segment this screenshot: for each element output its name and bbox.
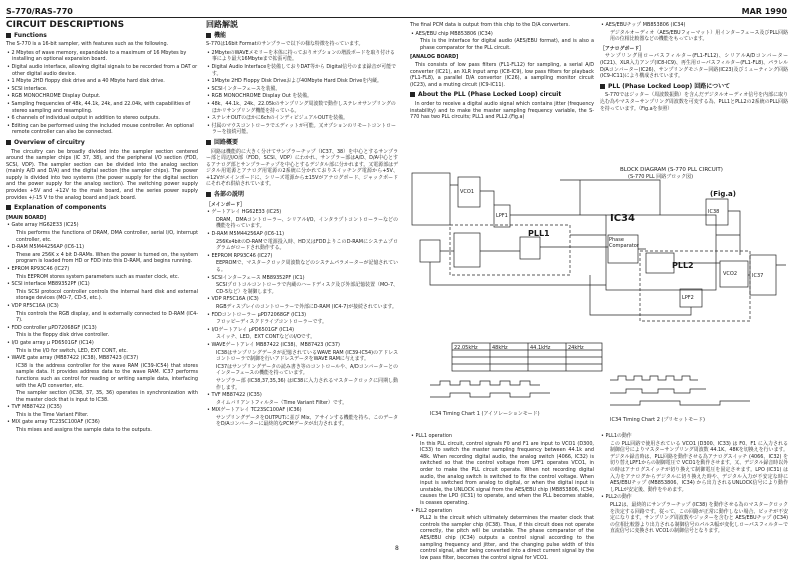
timing-wave-4 <box>610 389 706 393</box>
paragraph: サンプリング用ローパスフィルター(FL1-FL12)、シリアルA/Dコンバーター(IC21)、XLR入力アンプ(IC8-IC9)、再生用ローパスフィルター(FL1-FL8)、パラレルD/Aコンバーター(IC26)、サンプリングモニター回路(IC23)及びミューティング回路(IC9-IC11)により構成されています。 <box>600 53 788 80</box>
pll1-region <box>450 225 570 275</box>
bullet-desc: PLL2 is the circuit which ultimately determines the master clock that controls the sampler chip (IC38). Thus, if this circuit does not operate correctly, the pitch will be unstable. The phase comparator of the AES/EBU chip (IC34) outputs a control signal according to the sampling frequency and jitter, and the changing pulse width of this control signal, after being converted into a direct current signal by the low pass filter, becomes the control signal for VCO1. <box>420 515 594 561</box>
lpf1-label: LPF1 <box>496 213 508 219</box>
board-label: ［アナログボード］ <box>600 45 645 52</box>
square-bullet-icon <box>6 33 11 38</box>
bullet-item: • SCSIインターフェース MB89352PF (IC1) <box>207 274 305 281</box>
figure-label: (Fig.a) <box>710 190 736 198</box>
bullet-item: • TVF MB87422 (IC35) <box>7 404 62 411</box>
feature-list <box>206 50 398 136</box>
section-heading: Overview of circuitry <box>6 140 198 147</box>
column-japanese-3 <box>600 433 788 533</box>
header-date: MAR 1990 <box>741 7 787 16</box>
diagram-title: BLOCK DIAGRAM (S-770 PLL CIRCUIT) <box>620 167 723 173</box>
bullet-item: • Sampling frequencies of 48k, 44.1k, 24k, and 22.04k, with capabilities of stereo sampling and resampling. <box>7 100 191 114</box>
bullet-item: • RGB MONOCHROME Display Output. <box>7 93 101 100</box>
bullet-item: • EEPROM RP93C46 (IC27) <box>207 252 273 259</box>
bullet-desc: IC37はサンプリングデータの読み書き等のコントロールや、A/Dコンバーターとのインターフェースの機能を持っています。 <box>216 363 398 377</box>
timing-wave-2 <box>430 393 550 397</box>
bullet-item: • 6 channels of individual output in addition to stereo outputs. <box>7 115 160 122</box>
bullet-item: • 1Mbyte 2HD Floppy Disk Driveおよび40Mbyte Hard Disk Driveを内蔵。 <box>207 78 382 85</box>
section-heading: Explanation of components <box>6 205 198 212</box>
bullet-item: • Editing can be performed using the included mouse controller. An optional remote controller can also be connected. <box>7 122 194 136</box>
paragraph: S-770ではジッター（周波数振動）を含んだデジタルオーディオ信号を内部に取り込む為やマスターサンプリング周波数を可変する為、PLL1とPLL2の2系統のPLL回路を持っています。（Fig.aを参照） <box>600 92 788 112</box>
column-english-2 <box>410 22 594 162</box>
section-heading: PLL (Phase Locked Loop) 回路について <box>600 84 788 91</box>
bullet-item: • RGB MONOCHROME Display Out を装備。 <box>207 93 312 100</box>
column-english-1 <box>6 22 198 552</box>
timing-wave-5 <box>610 401 750 405</box>
bullet-desc: EEPROMで、マスタークロック周波数などのシステムパラメーターが記憶されている。 <box>216 260 398 273</box>
square-bullet-icon <box>206 33 211 38</box>
bullet-item: • WAVEゲートアレイ MB87422 (IC38)、MB87423 (IC37) <box>207 341 340 348</box>
bullet-desc: This is the I/O for switch, LED, EXT CONT, etc. <box>16 347 128 354</box>
bullet-desc: PLL2は、最終的にサンプラーチップ (IC38) を動作させる為のマスタークロックを決定する回路です。従って、この回路が正常に動作しない場合、ピッチが不安定になります。サンプリング周波数やジッターを含むと AES/EBUチップ (IC34) の位相比較器より出力される制御信号のパルス幅が変化しローパスフィルターで直流信号に変換され VCO1の制御信号となります。 <box>610 501 788 535</box>
bullet-desc: IC38 is the address controller for the wave RAM (IC39-IC54) that stores sample data. It provides address data to the wave RAM. IC37 performs functions such as control for reading or writing sample data, interfacing with the A/D converter, etc. <box>16 362 198 389</box>
bullet-item: • I/Oゲートアレイ μPD6501GF (IC14) <box>207 326 295 333</box>
bullet-item: • 1 Mbyte 2HD floppy disk drive and a 40 Mbyte hard disk drive. <box>7 78 165 85</box>
bullet-desc: サンプラー部 (IC38,37,35,36) はIC38に入力されるマスタークロックに同期し動作します。 <box>216 377 398 391</box>
bullet-item: • Gate array HG62E33 (IC25) <box>7 222 79 229</box>
page-title-jp: 回路解説 <box>206 20 238 29</box>
paragraph: The circuitry can be broadly divided into the sampler section centered around the sampler chips (IC 37, 38), and the peripheral I/O section (FDD, SCSI, VDP). The sampler section can be divided into the analog section (mainly A/D and D/A) and the digital section (the sampler chips). The power supply is divided into two systems (the power supply for the digital section and the power supply for the analog section). The switching power supply provides +5V and +12V to the main board, and the series power supply provides +/-15 V to the analog board and jack board. <box>6 148 198 201</box>
bullet-item: • Digital audio interface, allowing digital signals to be recorded from a DAT or other digital audio device. <box>7 63 198 77</box>
square-bullet-icon <box>410 92 415 97</box>
paragraph: The final PCM data is output from this chip to the D/A converters. <box>410 22 570 28</box>
diagram-svg <box>410 165 788 430</box>
square-bullet-icon <box>6 140 11 145</box>
page-title: CIRCUIT DESCRIPTIONS <box>6 20 125 30</box>
bullet-item: • MIXゲートアレイ TC23SC100AF (IC36) <box>207 407 302 414</box>
bullet-item: • SCSI interface. <box>7 85 48 92</box>
freq-441k: 44.1kHz <box>530 345 551 351</box>
square-bullet-icon <box>206 192 211 197</box>
bullet-item: • FDD controller μPD72068GF (IC13) <box>7 324 97 331</box>
bullet-desc: This performs the functions of DRAM, DMA controller, serial I/O, interrupt controller, etc. <box>16 230 198 243</box>
square-bullet-icon <box>6 205 11 210</box>
bullet-desc: デジタルオーディオ（AES/EBUフォーマット）用インターフェース及びPLL回路用の位相比較器などの機能をもっています。 <box>610 29 788 43</box>
bullet-item: • EPROM RP93C46 (IC27) <box>7 266 70 272</box>
bullet-item: • D-RAM M5M44256AP (IC6-11) <box>7 244 85 251</box>
bullet-item: • FDDコントローラー μPD72068GF (IC13) <box>207 311 307 318</box>
bullet-desc: この PLL回路で使用されている VCO1 (D300、IC33) は F0、F1 に入力される制御信号によりマスターサンプリング周波数 44.1K、48Kを切換えを行います。デジタル録音時は、PLL回路を動作させる為アナログスイッチ (4066、IC32) を切り替えLPF1からの制御電圧で VCO1を動作させます。又、デジタル録音時以外の時はアナログスイッチが切り換えて制御電圧を固定させます。LPO (IC31) は入力をアナログからデジタルに切り換えた時や、デジタル入力が不安定な時に AES/EBUチップ (MB853806、IC34) から出力されるUNLOCK信号により動作しPLLが安定後、動作をやめます。 <box>610 440 788 493</box>
column-japanese-2 <box>600 22 788 162</box>
square-bullet-icon <box>600 84 605 89</box>
lpf2-label: LPF2 <box>682 295 694 301</box>
bullet-desc: This EEPROM stores system parameters such as master clock, etc. <box>16 273 180 280</box>
bullet-item: • AES/EBUチップ MB853806 (IC34) <box>601 22 686 28</box>
timing-caption-1: IC34 Timing Chart 1 (アイソレーションモード) <box>430 411 540 417</box>
ic34-block <box>606 215 716 290</box>
bullet-item: • I/O gate array μ PD6501GF (IC14) <box>7 339 94 346</box>
bullet-desc: In this PLL circuit, control signals F0 and F1 are input to VCO1 (D300, IC33) to switch the master sampling frequency between 44.1k and 48k. When recording digital audio, the analog switch (4066, IC32) is switched so that the control voltage from LPF1 operates VCO1, in order to make the PLL circuit operate. When not recording digital audio, the analog switch is switched to fix the control voltage. When input is switched from analog to digital, or when the digital input is unstable, the UNLOCK signal from the AES/EBU chip (MB853806, IC34) causes the LPO (IC31) to operate, and when the PLL becomes stable, is ceases operating. <box>420 440 594 506</box>
ic38-label: IC38 <box>708 209 720 215</box>
paragraph: 回路は機能的に大きく分けてサンプラーチップ（IC37、38）を中心とするサンプラー部と周辺I/O部（FDD、SCSI、VDP）にわかれ、サンプラー部はA/D、D/A中心とするアナログ部とサンプラーチップを中心とするデジタル部に分かれます。又電源部はデジタル用電源とアナログ用電源の2系統に分かれておりスイッチング電源から+5V、+12Vがメインボードに、シリーズ電源から±15Vがアナログボード、ジャックボードにそれぞれ供給されています。 <box>206 148 398 188</box>
freq-48k: 48kHz <box>492 345 508 351</box>
bullet-desc: DRAM、DMAコントローラー、シリアルI/O、インタラプトコントローラーなどの機能を持っています。 <box>216 216 398 230</box>
bullet-desc: IC38はサンプリングデータが記憶されているWAVE RAM (IC39-IC54)のアドレスコントローラで制御を行いアドレスデータをWAVE RAMに与えます。 <box>216 349 398 363</box>
bullet-desc: This mixes and assigns the sample data to the outputs. <box>16 427 152 434</box>
bullet-item: • 付属のマウスコントローラでエディットが可能。又オプションのリモートコントローラーを接続可能。 <box>207 122 396 136</box>
div-block <box>646 253 674 273</box>
bullet-item: • SCSI interface MB89352PF (IC1) <box>7 281 90 288</box>
bullet-item: • PLL2の動作 <box>601 494 632 501</box>
paragraph: The S-770 is a 16-bit sampler, with features such as the following. <box>6 41 169 48</box>
bullet-desc: This is the Time Variant Filter. <box>16 411 89 418</box>
bullet-item: • WAVE gate array (MB87422 (IC38), MB87423 (IC37) <box>7 355 139 362</box>
timing-caption-2: IC34 Timing Chart 2 (プリセットモード) <box>610 417 705 423</box>
page-number: 8 <box>395 545 399 552</box>
bullet-item: • PLL1の動作 <box>601 433 632 439</box>
bullet-item: • ステレオOUTのほかに6chのインディビジュアルOUTを装備。 <box>207 115 348 122</box>
bullet-desc: This controls the RGB display, and is externally connected to D-RAM (IC4-7). <box>16 310 198 324</box>
bullet-item: • PLL1 operation <box>411 433 452 439</box>
column-english-3 <box>410 433 594 561</box>
board-label: ［メインボード］ <box>206 201 246 208</box>
phase-comp-label: Phase Comparator <box>609 237 639 249</box>
pll-block-diagram <box>410 165 788 430</box>
freq-24k: 24kHz <box>568 345 584 351</box>
vco2-label: VCO2 <box>723 271 738 277</box>
bullet-item: • VDP RF5C16A (IC3) <box>207 296 259 303</box>
pll2-region <box>640 251 750 321</box>
board-label: [ANALOG BOARD] <box>410 54 459 61</box>
header-rule <box>6 17 787 18</box>
column-japanese-1 <box>206 22 398 552</box>
page-header <box>6 4 787 16</box>
bullet-item: • SCSIインターフェースを装備。 <box>207 85 281 92</box>
bullet-desc: タイムバリアントフィルター（Time Variant Filter）です。 <box>216 399 348 406</box>
ic31-block <box>420 240 440 262</box>
component-list <box>206 209 398 428</box>
bullet-desc: 256Kx4bitのD-RAMで電源投入時、HD又はFDDよりこのD-RAMにシステムプログラムがロードされ動作する。 <box>216 238 398 252</box>
bullet-desc: RGBディスプレイのコントローラーで外部にD-RAM (IC4-7)が接続されています。 <box>216 303 397 310</box>
header-model: S-770/RAS-770 <box>6 7 73 16</box>
bullet-item: • 2 Mbytes of wave memory, expandable to a maximum of 16 Mbytes by installing an optional expansion board. <box>7 49 187 63</box>
bullet-desc: This is the floppy disk drive controller. <box>16 332 110 339</box>
bullet-item: • ゲートアレイ HG62E33 (IC25) <box>207 209 282 216</box>
timing-wave-3 <box>610 376 698 380</box>
paragraph: S-770は16bit Formatのサンプラーで以下の様な特徴を持っています。 <box>206 41 364 48</box>
component-list <box>6 222 198 433</box>
bullet-item: • 2MbyteのWAVEメモリーを本体に持っておりオプションの増設ボードを取り付ける事により最大16Mbyteまで拡張可能。 <box>207 49 395 63</box>
ic32-block <box>520 237 540 259</box>
ic33-block <box>454 233 480 267</box>
bullet-desc: フロッピーディスクドライブコントローラーです。 <box>216 319 327 326</box>
section-heading: 機能 <box>206 33 398 40</box>
bullet-desc: This SCSI protocol controller controls the internal hard disk and external storage devices (MO-7, CD-5, etc.). <box>16 288 198 302</box>
board-label: [MAIN BOARD] <box>6 214 47 221</box>
section-heading: Functions <box>6 33 198 40</box>
bullet-item: • Digital Audio Interfaceを装備しておりDAT等から Digital信号のまま録音が可能です。 <box>207 63 396 77</box>
bullet-item: • 48k、44.1k、24k、22.05kのサンプリング周波数で動作しステレオサンプリングのほかリサンプリング機能を持っている。 <box>207 100 396 114</box>
vco1-label: VCO1 <box>460 189 475 195</box>
connector-block <box>412 173 450 225</box>
section-heading: About the PLL (Phase Locked Loop) circuit <box>410 92 594 99</box>
feature-list <box>6 50 198 136</box>
bullet-desc: This is the interface for digital audio (AES/EBU format), and is also a phase comparator for the PLL circuit. <box>420 38 594 51</box>
bullet-item: • TVF MB87422 (IC35) <box>207 392 262 399</box>
bullet-desc: SCSIプロトコルコントローラで内蔵のハードディスク及び外部記憶装置（MO-7、CD-5など）を制御します。 <box>216 282 398 295</box>
pll2-label: PLL2 <box>672 261 694 270</box>
bullet-desc: The sampler section (IC38, 37, 35, 36) operates in synchronization with the master clock that is input to IC38. <box>16 390 198 403</box>
ic37-label: IC37 <box>752 273 764 279</box>
ic34-label: IC34 <box>610 213 635 224</box>
bullet-item: • D-RAM M5M44256AP (IC6-11) <box>207 231 285 238</box>
bullet-desc: スイッチ、LED、EXT CONTなどのI/Oです。 <box>216 334 316 341</box>
paragraph: This consists of low pass filters (FL1-FL12) for sampling, a serial A/D converter (IC21), an XLR input amp (IC8-IC9), low pass filters for playback (FL1-FL8), a parallel D/A convertor (IC26), a sampling monitor circuit (IC23), and a muting circuit (IC9-IC11). <box>410 61 594 88</box>
square-bullet-icon <box>206 140 211 145</box>
pll1-label: PLL1 <box>528 229 550 238</box>
bullet-desc: These are 256K x 4 bit D-RAMs. When the power is turned on, the system program is loaded from HD or FDD into this D-RAM, and begins running. <box>16 251 198 265</box>
bullet-desc: サンプリングデータをOUTPUTに並び Mix、アサインする機能を持ち、このデータをD/Aコンバーターに最終的なPCMデータが出力されます。 <box>216 414 398 428</box>
freq-2205k: 22.05kHz <box>454 345 478 351</box>
bullet-item: • VDP RF5C16A (IC3) <box>7 302 59 309</box>
paragraph: In order to receive a digital audio signal which contains jitter (frequency instability) and to make the master sampling frequency variable, the S-770 has two PLL circuits; PLL1 and PLL2.(Fig.a) <box>410 100 594 121</box>
section-heading: 各部の説明 <box>206 192 398 199</box>
bullet-item: • AES/EBU chip MB853806 (IC34) <box>411 30 493 37</box>
diagram-subtitle: (S-770 PLL 回路ブロック図) <box>628 174 694 180</box>
timing-wave-1 <box>430 381 540 385</box>
bullet-item: • MIX gate array TC23SC100AF (IC36) <box>7 419 100 426</box>
bullet-item: • PLL2 operation <box>411 507 452 514</box>
section-heading: 回路概要 <box>206 140 398 147</box>
